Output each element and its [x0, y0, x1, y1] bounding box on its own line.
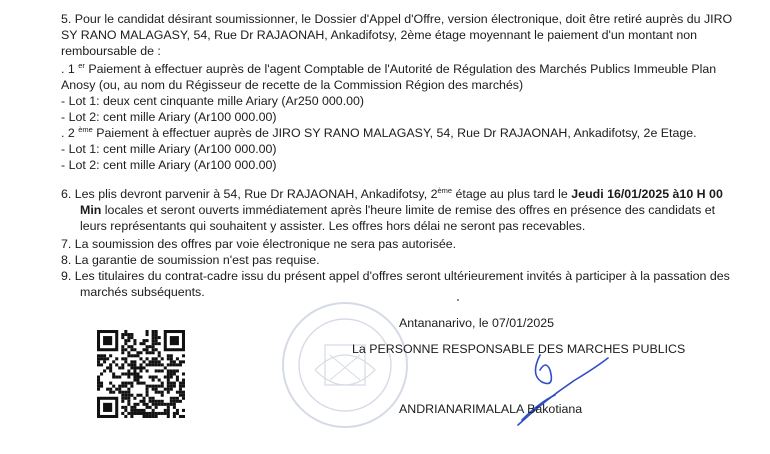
item6-text-c: locales et seront ouverts immédiatement après l'heure limite de remise des offres en présence des candidats et — [104, 203, 716, 217]
item5-line1: 5. Pour le candidat désirant soumissionner, le Dossier d'Appel d'Offre, version électronique, doit être retiré auprès du JIRO — [61, 12, 733, 26]
speck — [457, 299, 459, 301]
payment1-lot2: - Lot 2: cent mille Ariary (Ar100 000.00) — [61, 110, 277, 124]
payment2-text: Paiement à effectuer auprès de JIRO SY RANO MALAGASY, 54, Rue Dr RAJAONAH, Ankadifotsy, 2e Etage. — [96, 126, 697, 140]
payment2-superscript: ème — [78, 125, 93, 134]
item6-line3: leurs représentants qui souhaitent y assister. Les offres hors délai ne seront pas recevables. — [80, 219, 586, 233]
payment2-number: . 2 — [61, 126, 75, 140]
signature-name: ANDRIANARIMALALA Bakotiana — [399, 402, 583, 416]
item6-line1 — [61, 187, 723, 202]
payment1-text: Paiement à effectuer auprès de l'agent Comptable de l'Autorité de Régulation des Marchés Publics Immeuble Plan — [88, 62, 717, 76]
payment1-number: . 1 — [61, 62, 75, 76]
payment2-lot1: - Lot 1: cent mille Ariary (Ar100 000.00) — [61, 142, 277, 156]
qr-code-icon — [96, 330, 186, 418]
item8: 8. La garantie de soumission n'est pas requise. — [61, 253, 320, 267]
item5-line2: SY RANO MALAGASY, 54, Rue Dr RAJAONAH, Ankadifotsy, 2ème étage moyennant le paiement d'un montant non — [61, 28, 697, 42]
item5-line3: remboursable de : — [61, 44, 161, 58]
payment1-superscript: er — [78, 61, 85, 70]
item9-line2: marchés subséquents. — [80, 285, 205, 299]
payment1-lot1: - Lot 1: deux cent cinquante mille Ariary (Ar250 000.00) — [61, 94, 365, 108]
payment2-lot2: - Lot 2: cent mille Ariary (Ar100 000.00) — [61, 158, 277, 172]
payment1-line2: Anosy (ou, au nom du Régisseur de recette de la Commission Région des marchés) — [61, 78, 524, 92]
item6-text-a: 6. Les plis devront parvenir à 54, Rue Dr RAJAONAH, Ankadifotsy, 2 — [61, 187, 438, 201]
item6-deadline: Jeudi 16/01/2025 à10 H 00 — [571, 187, 723, 201]
item9-line1: 9. Les titulaires du contrat-cadre issu du présent appel d'offres seront ultérieurement invités à participer à la passation des — [61, 269, 730, 283]
item6-line2 — [80, 203, 715, 218]
official-stamp-icon — [270, 300, 420, 430]
payment1-line — [61, 62, 716, 77]
item6-superscript: ème — [437, 186, 453, 195]
signature-role: La PERSONNE RESPONSABLE DES MARCHES PUBLICS — [352, 342, 686, 356]
item6-min: Min — [80, 203, 102, 217]
item7: 7. La soumission des offres par voie électronique ne sera pas autorisée. — [61, 237, 457, 251]
signature-place-date: Antananarivo, le 07/01/2025 — [399, 316, 555, 330]
payment2-line — [61, 126, 697, 141]
item6-text-b: étage au plus tard le — [455, 187, 568, 201]
